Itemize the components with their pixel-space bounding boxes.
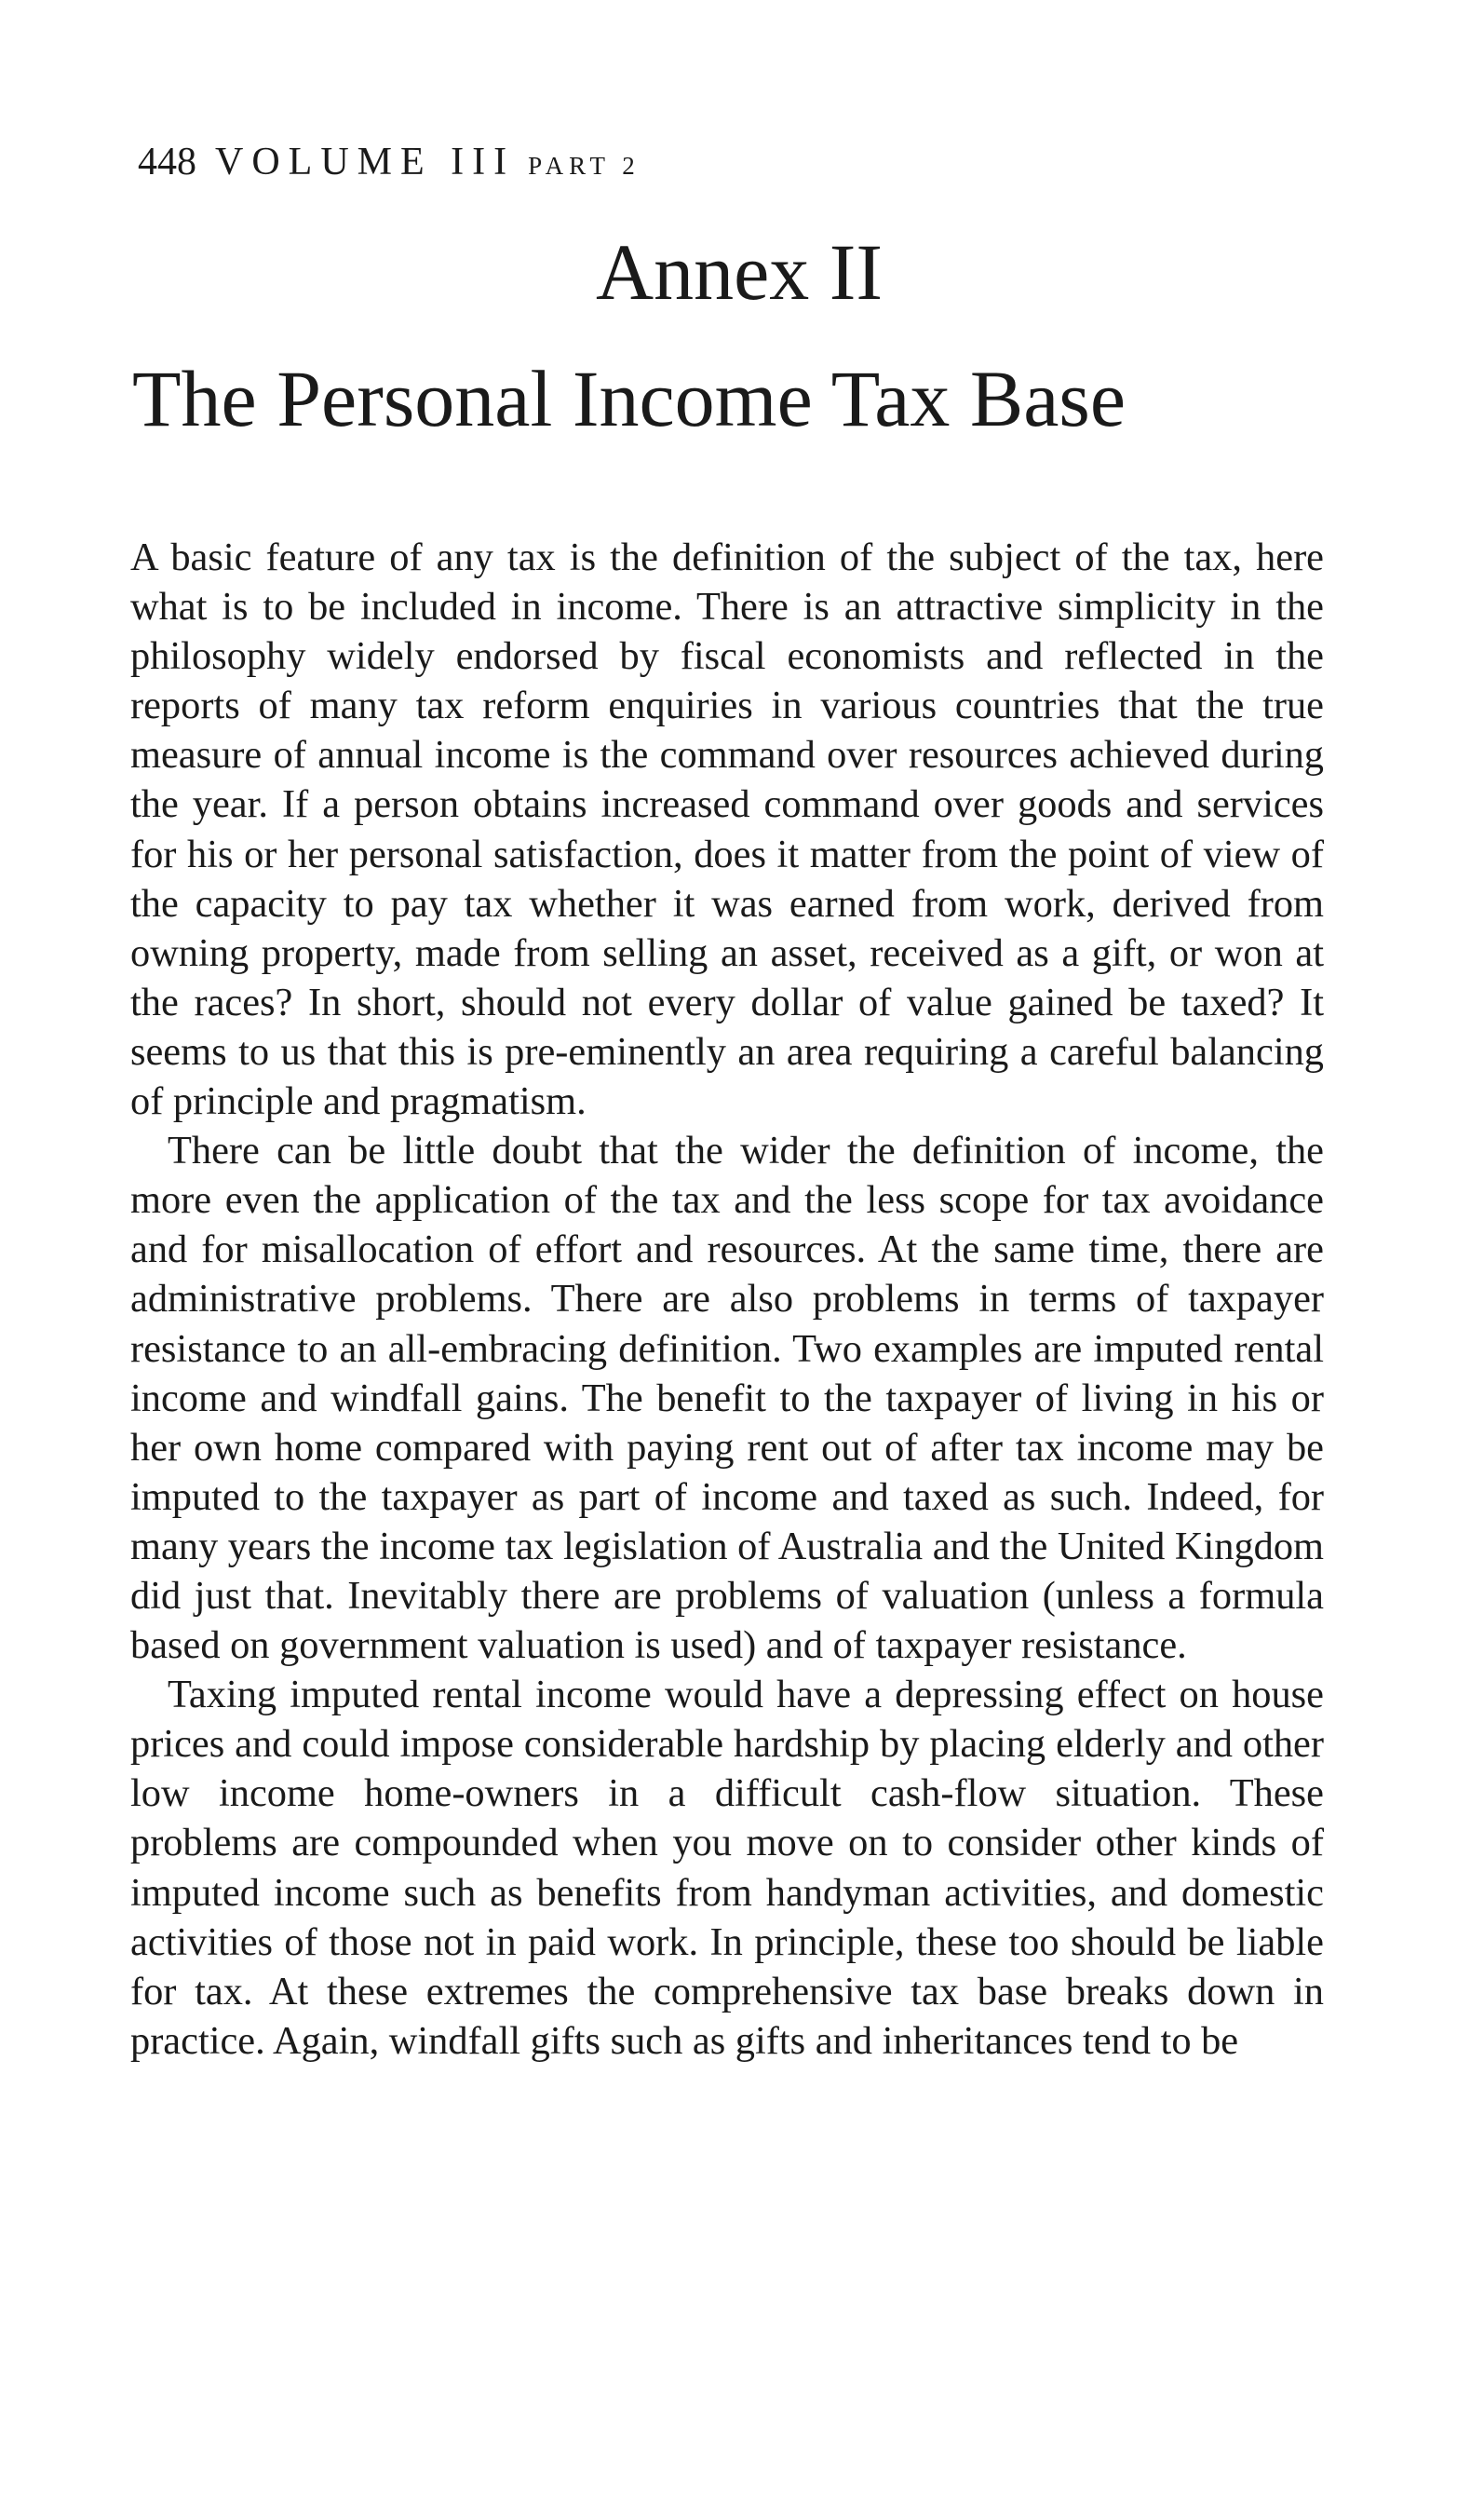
annex-title: The Personal Income Tax Base	[132, 354, 1126, 443]
page-number: 448	[138, 141, 196, 183]
paragraph-2: There can be little doubt that the wider the definition of income, the more even the application of the tax and the less scope for tax avoidance and for misallocation of effort and resources. At the same time, there are administrative problems. There are also problems in terms of taxpayer resistance to an all-embracing definition. Two examples are imputed rental income and windfall gains. The benefit to the taxpayer of living in his or her own home compared with paying rent out of after tax income may be imputed to the taxpayer as part of income and taxed as such. Indeed, for many years the income tax legislation of Australia and the United Kingdom did just that. Inevitably there are problems of valuation (unless a formula based on government valuation is used) and of taxpayer resistance.	[130, 1129, 1325, 1668]
running-head	[138, 138, 641, 190]
paragraph-3: Taxing imputed rental income would have a depressing effect on house prices and could impose considerable hardship by placing elderly and other low income home-owners in a difficult cash-flow situation. These problems are compounded when you move on to consider other kinds of imputed income such as benefits from handyman activities, and domestic activities of those not in paid work. In principle, these too should be liable for tax. At these extremes the comprehensive tax base breaks down in practice. Again, windfall gifts such as gifts and inheritances tend to be	[130, 1673, 1324, 2063]
volume-label: VOLUME III	[215, 141, 516, 183]
body-text	[130, 533, 1324, 2066]
paragraph-1: A basic feature of any tax is the definition of the subject of the tax, here what is to be included in income. There is an attractive simplicity in the philosophy widely endorsed by fiscal economists and reflected in the reports of many tax reform enquiries in various countries that the true measure of annual income is the command over resources achieved during the year. If a person obtains increased command over goods and services for his or her personal satisfaction, does it matter from the point of view of the capacity to pay tax whether it was earned from work, derived from owning property, made from selling an asset, received as a gift, or won at the races? In short, should not every dollar of value gained be taxed? It seems to us that this is pre-eminently an area requiring a careful balancing of principle and pragmatism.	[130, 535, 1324, 1124]
annex-label: Annex II	[596, 227, 884, 317]
part-label: PART 2	[528, 152, 641, 180]
